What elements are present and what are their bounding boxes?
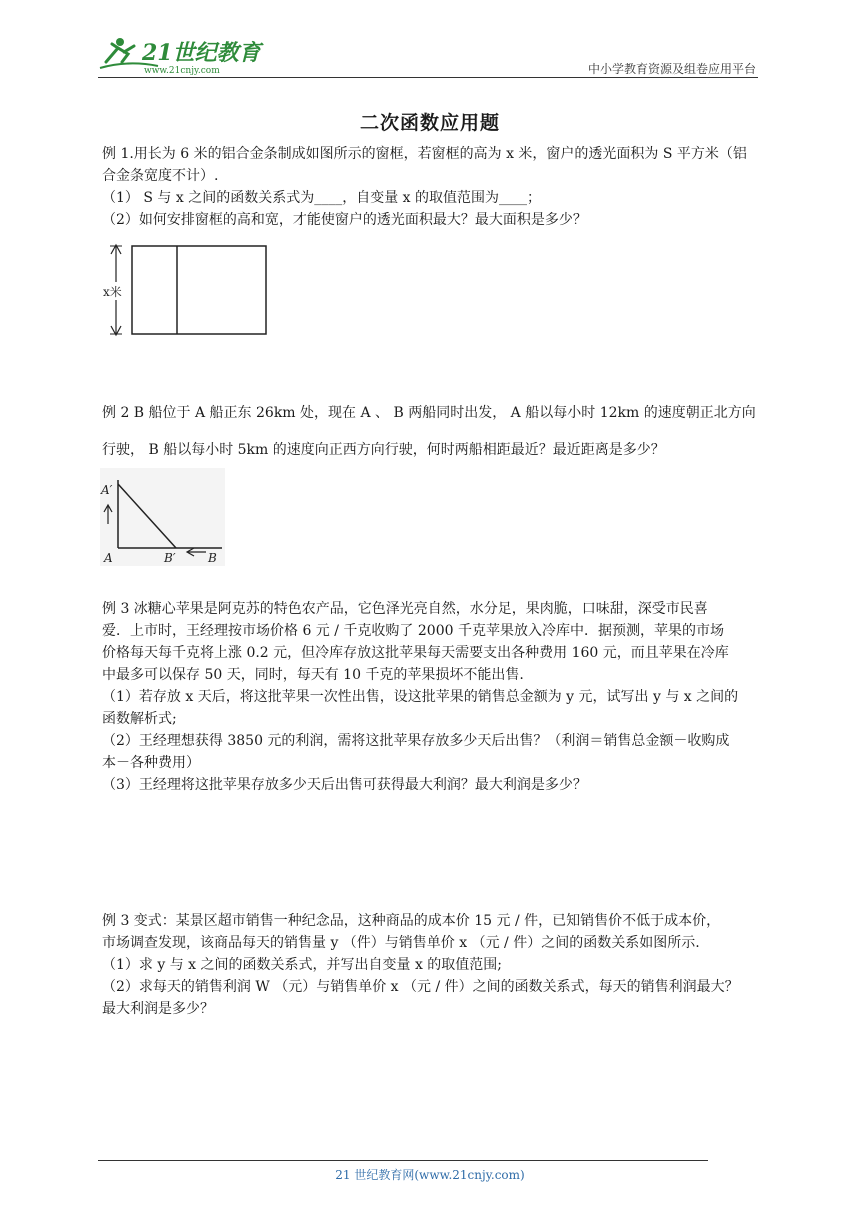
ex3-question-1b: 函数解析式; [102,711,177,727]
ex2-line1: 例 2 B 船位于 A 船正东 26km 处，现在 A 、 B 两船同时出发， A 船以每小时 12km 的速度朝正北方向 [102,405,756,421]
ex1-question-2: （2）如何安排窗框的高和宽，才能使窗户的透光面积最大？最大面积是多少？ [102,212,587,228]
label-b: B [208,551,217,565]
window-frame [132,246,266,334]
ex3-question-2a: （2）王经理想获得 3850 元的利润，需将这批苹果存放多少天后出售？（利润＝销售总金额－收购成 [102,733,730,749]
ex2-line2: 行驶， B 船以每小时 5km 的速度向正西方向行驶，何时两船相距最近？最近距离是多少？ [102,442,665,458]
height-label: x米 [103,285,122,299]
ex3v-question-1: （1）求 y 与 x 之间的函数关系式，并写出自变量 x 的取值范围; [102,957,503,973]
logo-url: www.21cnjy.com [144,66,220,76]
ex3v-line1: 例 3 变式：某景区超市销售一种纪念品，这种商品的成本价 15 元 / 件，已知销售价不低于成本价， [102,913,721,929]
ex3v-question-2b: 最大利润是多少？ [102,1001,214,1017]
page-title: 二次函数应用题 [359,112,500,134]
ex3-line4: 中最多可以保存 50 天，同时，每天有 10 千克的苹果损坏不能出售. [102,667,524,683]
example-3 [102,598,770,796]
label-b-prime: B′ [164,551,176,565]
label-a-prime: A′ [101,483,113,497]
site-logo [98,32,268,76]
ex1-line1: 例 1.用长为 6 米的铝合金条制成如图所示的窗框，若窗框的高为 x 米，窗户的透光面积为 S 平方米（铝 [102,146,747,162]
ex3-line1: 例 3 冰糖心苹果是阿克苏的特色农产品，它色泽光亮自然，水分足，果肉脆，口味甜，深受市民喜 [102,601,708,617]
header-divider [98,77,758,78]
footer-divider [98,1160,708,1161]
ex1-question-1: （1） S 与 x 之间的函数关系式为____，自变量 x 的取值范围为____； [102,190,541,206]
example-2 [102,395,770,469]
example-3-variant [102,910,770,1020]
platform-name: 中小学教育资源及组卷应用平台 [587,62,756,76]
ex3v-question-2a: （2）求每天的销售利润 W （元）与销售单价 x （元 / 件）之间的函数关系式，每天的销售利润最大？ [102,979,739,995]
footer-text[interactable]: 21 世纪教育网(www.21cnjy.com) [335,1168,525,1182]
ex3-line3: 价格每天每千克将上涨 0.2 元，但冷库存放这批苹果每天需要支出各种费用 160 元，而且苹果在冷库 [102,645,729,661]
ex1-line2: 合金条宽度不计）. [102,168,219,184]
label-a: A [104,551,113,565]
ships-figure [100,468,225,566]
window-frame-figure [100,240,275,340]
ex3-line2: 爱．上市时，王经理按市场价格 6 元 / 千克收购了 2000 千克苹果放入冷库中．据预测，苹果的市场 [102,623,724,639]
logo-graphic [98,32,268,76]
ex3-question-3: （3）王经理将这批苹果存放多少天后出售可获得最大利润？最大利润是多少？ [102,777,587,793]
ex3v-line2: 市场调查发现，该商品每天的销售量 y （件）与销售单价 x （元 / 件）之间的函数关系如图所示. [102,935,700,951]
example-1 [102,143,770,231]
logo-text: 21世纪教育 [142,40,261,66]
ex3-question-1a: （1）若存放 x 天后，将这批苹果一次性出售，设这批苹果的销售总金额为 y 元，试写出 y 与 x 之间的 [102,689,739,705]
ex3-question-2b: 本－各种费用） [102,755,200,771]
